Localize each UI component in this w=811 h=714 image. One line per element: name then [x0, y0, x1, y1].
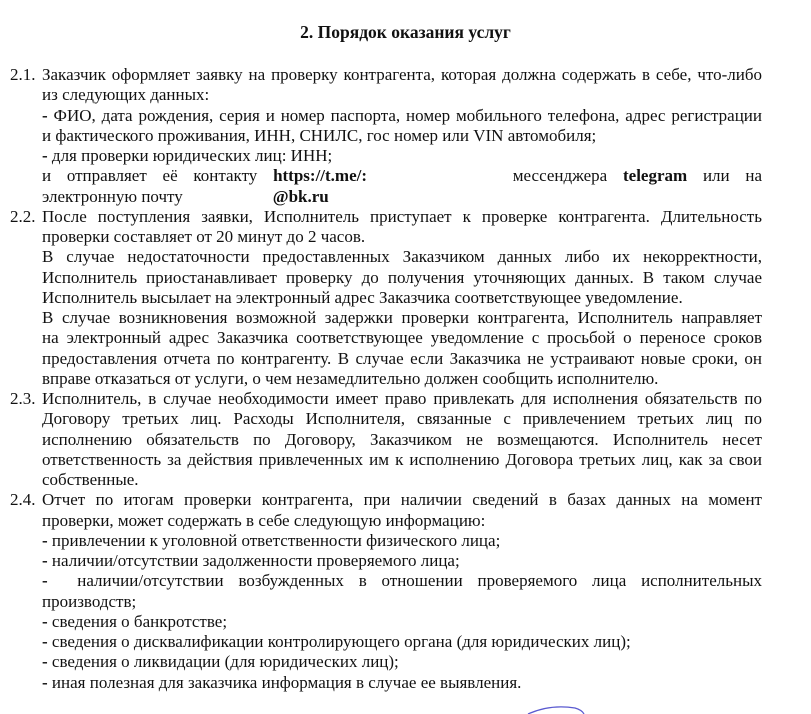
line-text: привлечении к уголовной ответственности физического лица; — [47, 530, 501, 550]
line-text: иная полезная для заказчика информация в случае ее выявления. — [47, 672, 522, 692]
email-label: электронную почту — [42, 186, 183, 206]
line-text: наличии/отсутствии возбужденных в отношении проверяемого лица исполнительных — [47, 571, 762, 591]
text-line — [42, 571, 762, 591]
text-line — [42, 592, 762, 612]
text-line — [42, 430, 762, 450]
line-text: В случае возникновения возможной задержки проверки контрагента, Исполнитель направляет — [42, 308, 762, 327]
text-line — [42, 247, 762, 267]
text-line — [42, 288, 762, 308]
text-line — [42, 673, 762, 693]
line-text: производств; — [42, 591, 137, 611]
bullet-dash: - — [42, 146, 48, 165]
line-text: Договору третьих лиц. Расходы Исполнителя, связанные с привлечением третьих лиц по — [42, 409, 762, 429]
line-text: на электронный адрес Заказчика соответствующее уведомление с просьбой о переносе сроков — [42, 328, 762, 348]
line-text: ФИО, дата рождения, серия и номер паспорта, номер мобильного телефона, адрес регистрации — [47, 105, 762, 125]
text-line — [42, 470, 762, 490]
clause-number: 2.2. — [10, 206, 36, 226]
line-text: Исполнитель, в случае необходимости имеет право привлекать для исполнения обязательств по — [42, 389, 762, 408]
bullet-dash: - — [42, 652, 48, 672]
line-text: исполнению обязательств по Договору, Заказчиком не возмещаются. Исполнитель несет — [42, 429, 762, 449]
email-address[interactable]: @bk.ru — [272, 186, 329, 206]
line-text: сведения о ликвидации (для юридических лиц); — [47, 652, 399, 672]
text-line — [42, 308, 762, 328]
text-line — [42, 207, 762, 227]
text-line — [42, 551, 762, 571]
line-text: Исполнитель приостанавливает проверку до получения уточняющих данных. В таком случае — [42, 267, 762, 287]
line-text: ответственность за действия привлеченных им к исполнению Договора третьих лиц, как за свои — [42, 449, 762, 469]
bullet-dash: - — [42, 611, 48, 631]
signature-stroke — [520, 700, 590, 714]
bullet-dash: - — [42, 105, 48, 125]
line-text: После поступления заявки, Исполнитель приступает к проверке контрагента. Длительность — [42, 206, 762, 226]
line-text: наличии/отсутствии задолженности проверяемого лица; — [47, 551, 460, 570]
line-text: сведения о банкротстве; — [47, 611, 228, 631]
text-line — [42, 632, 762, 652]
text-line — [42, 612, 762, 632]
line-text: для проверки юридических лиц: ИНН; — [47, 146, 333, 165]
line-text: Исполнитель высылает на электронный адрес Заказчика соответствующее уведомление. — [42, 287, 683, 307]
line-text: В случае недостаточности предоставленных Заказчиком данных либо их некорректности, — [42, 247, 762, 267]
messenger-text: мессенджера — [512, 166, 608, 186]
telegram-label: telegram — [623, 166, 688, 186]
line-text: проверки, может содержать в себе следующую информацию: — [42, 510, 486, 530]
bullet-dash: - — [42, 672, 48, 692]
text-line — [42, 65, 762, 85]
line-text: Заказчик оформляет заявку на проверку контрагента, которая должна содержать в себе, что-либо — [42, 65, 762, 84]
section-title: 2. Порядок оказания услуг — [300, 22, 511, 42]
line-text: вправе отказаться от услуги, о чем незамедлительно должен сообщить исполнителю. — [42, 368, 659, 388]
text-line — [42, 126, 762, 146]
clause-number: 2.3. — [10, 389, 36, 408]
bullet-dash: - — [42, 571, 48, 591]
bullet-dash: - — [42, 632, 48, 651]
text-line — [42, 511, 762, 531]
text-line — [42, 531, 762, 551]
text-line — [42, 166, 762, 186]
text-line — [42, 328, 762, 348]
text-line — [42, 450, 762, 470]
bullet-dash: - — [42, 551, 48, 570]
text-line — [42, 349, 762, 369]
contact-text: и отправляет её контакту — [42, 166, 258, 186]
clause-number: 2.4. — [10, 490, 36, 510]
text-line — [42, 490, 762, 510]
line-text: проверки составляет от 20 минут до 2 часов. — [42, 227, 366, 246]
or-text: или на — [702, 166, 763, 186]
line-text: сведения о дисквалификации контролирующего органа (для юридических лиц); — [47, 632, 631, 651]
clause-number: 2.1. — [10, 65, 36, 84]
line-text: и фактического проживания, ИНН, СНИЛС, гос номер или VIN автомобиля; — [42, 125, 597, 145]
line-text: собственные. — [42, 470, 139, 489]
text-line — [42, 227, 762, 247]
text-line — [42, 409, 762, 429]
text-line — [42, 85, 762, 105]
line-text: предоставления отчета по контрагенту. В случае если Заказчика не устраивают новые сроки, он — [42, 348, 762, 368]
text-line — [42, 106, 762, 126]
text-line — [42, 146, 762, 166]
text-line — [42, 652, 762, 672]
text-line — [42, 389, 762, 409]
text-line — [42, 268, 762, 288]
text-line — [42, 369, 762, 389]
bullet-dash: - — [42, 530, 48, 550]
line-text: Отчет по итогам проверки контрагента, при наличии сведений в базах данных на момент — [42, 490, 762, 510]
text-line — [42, 187, 762, 207]
telegram-link[interactable]: https://t.me/: — [273, 166, 368, 186]
line-text: из следующих данных: — [42, 85, 210, 105]
